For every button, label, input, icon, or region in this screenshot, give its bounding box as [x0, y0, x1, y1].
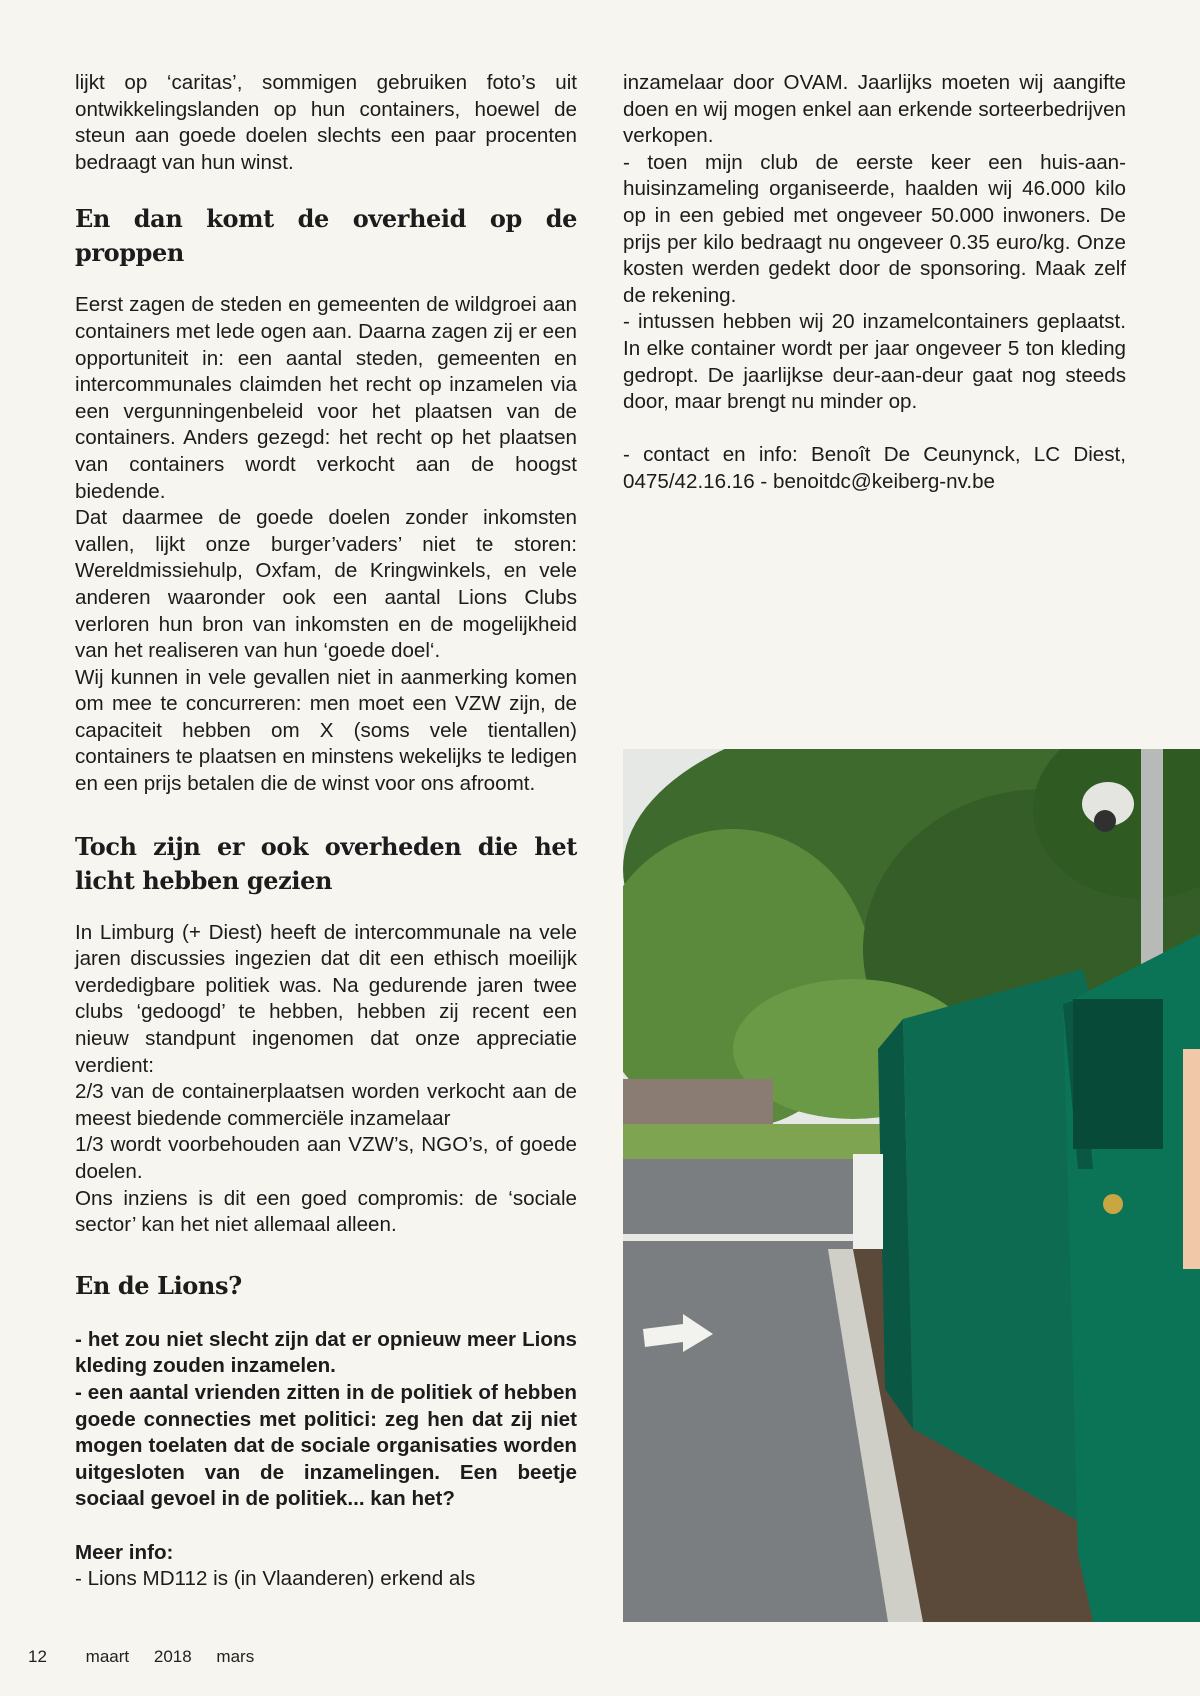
page-number: 12	[28, 1647, 47, 1666]
paragraph: 2/3 van de containerplaatsen worden verkocht aan de meest biedende commerciële inzamelaar	[75, 1080, 577, 1130]
more-info-line: - Lions MD112 is (in Vlaanderen) erkend als	[75, 1567, 476, 1591]
more-info-label: Meer info:	[75, 1540, 174, 1564]
left-column	[75, 70, 577, 1593]
intro-paragraph: lijkt op ‘caritas’, sommigen gebruiken foto’s uit ontwikkelingslanden op hun containers, hoewel de steun aan goede doelen slechts een paar procenten bedraagt van hun winst.	[75, 71, 577, 174]
contact-paragraph: - contact en info: Benoît De Ceunynck, LC Diest, 0475/42.16.16 - benoitdc@keiberg-nv.be	[623, 443, 1126, 493]
footer-month-nl: maart	[85, 1647, 130, 1666]
paragraph: Wij kunnen in vele gevallen niet in aanmerking komen om mee te concurreren: men moet een VZW zijn, de capaciteit hebben om X (soms vele tientallen) containers te plaatsen en minstens wekelijks te ledigen en een prijs betalen die de winst voor ons afroomt.	[75, 665, 577, 796]
paragraph: In Limburg (+ Diest) heeft de intercommunale na vele jaren discussies ingezien dat dit een ethisch moeilijk verdedigbare politiek was. Na gedurende jaren twee clubs ‘gedoogd’ te hebben, hebben zij recent een nieuw standpunt ingenomen dat onze appreciatie verdient:	[75, 920, 577, 1077]
footer-month-fr: mars	[216, 1647, 255, 1666]
container-photo-illustration	[623, 749, 1200, 1622]
paragraph: Dat daarmee de goede doelen zonder inkomsten vallen, lijkt onze burger’vaders’ niet te storen: Wereldmissiehulp, Oxfam, de Kringwinkels, en vele anderen waaronder ook een aantal Lions Clubs verloren hun bron van inkomsten en de mogelijkheid van het realiseren van hun ‘goede doel‘.	[75, 506, 577, 663]
heading-overheden-licht: Toch zijn er ook overheden die het licht hebben gezien	[75, 831, 577, 895]
heading-overheid: En dan komt de overheid op de proppen	[75, 204, 577, 268]
paragraph: - intussen hebben wij 20 inzamelcontainers geplaatst. In elke container wordt per jaar ongeveer 5 ton kleding gedropt. De jaarlijkse deur-aan-deur gaat nog steeds door, maar brengt nu minder op.	[623, 310, 1126, 414]
paragraph: Ons inziens is dit een goed compromis: de ‘sociale sector’ kan het niet allemaal alleen.	[75, 1186, 577, 1237]
container-photo	[623, 749, 1200, 1622]
bold-paragraph: - een aantal vrienden zitten in de politiek of hebben goede connecties met politici: zeg hen dat zij niet mogen toelaten dat de sociale organisaties worden uitgesloten van de inzamelingen. Een beetje sociaal gevoel in de politiek... kan het?	[75, 1380, 577, 1511]
heading-lions: En de Lions?	[75, 1270, 242, 1300]
paragraph: 1/3 wordt voorbehouden aan VZW’s, NGO’s, of goede doelen.	[75, 1133, 577, 1183]
footer-year: 2018	[153, 1647, 192, 1666]
paragraph: - toen mijn club de eerste keer een huis-aan-huisinzameling organiseerde, haalden wij 46.000 kilo op in een gebied met ongeveer 50.000 inwoners. De prijs per kilo bedraagt nu ongeveer 0.35 euro/kg. Onze kosten werden gedekt door de sponsoring. Maak zelf de rekening.	[623, 150, 1126, 307]
paragraph: inzamelaar door OVAM. Jaarlijks moeten wij aangifte doen en wij mogen enkel aan erkende sorteerbedrijven verkopen.	[623, 71, 1126, 148]
paragraph: Eerst zagen de steden en gemeenten de wildgroei aan containers met lede ogen aan. Daarna zagen zij er een opportuniteit in: een aantal steden, gemeenten en intercommunales claimden het recht op inzamelen via een vergunningenbeleid voor het plaatsen van de containers. Anders gezegd: het recht op het plaatsen van containers wordt verkocht aan de hoogst biedende.	[75, 293, 577, 503]
right-column	[623, 70, 1126, 496]
bold-paragraph: - het zou niet slecht zijn dat er opnieuw meer Lions kleding zouden inzamelen.	[75, 1327, 577, 1378]
page-footer	[28, 1647, 274, 1667]
